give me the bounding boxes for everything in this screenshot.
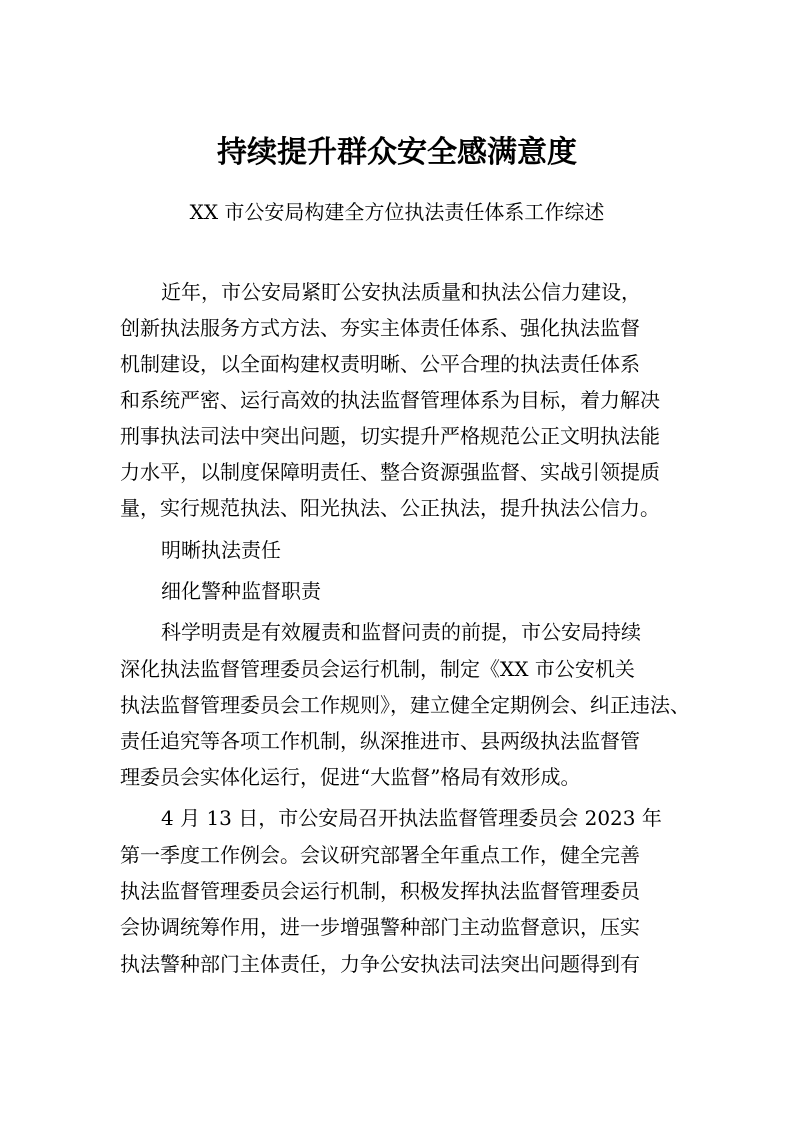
paragraph-line: 执法警种部门主体责任，力争公安执法司法突出问题得到有: [120, 952, 640, 976]
paragraph-line: 力水平，以制度保障明责任、整合资源强监督、实战引领提质: [120, 460, 660, 484]
document-title: 持续提升群众安全感满意度: [217, 135, 577, 170]
paragraph-line: 4 月 13 日，市公安局召开执法监督管理委员会 2023 年: [161, 806, 662, 830]
paragraph-line: 理委员会实体化运行，促进“大监督”格局有效形成。: [120, 765, 581, 789]
paragraph-line: 执法监督管理委员会工作规则》，建立健全定期例会、纠正违法、: [120, 693, 690, 717]
section-heading: 明晰执法责任: [161, 538, 281, 562]
paragraph-line: 第一季度工作例会。会议研究部署全年重点工作，健全完善: [120, 843, 640, 867]
paragraph-line: 深化执法监督管理委员会运行机制，制定《XX 市公安机关: [120, 657, 635, 681]
paragraph-line: 会协调统筹作用，进一步增强警种部门主动监督意识，压实: [120, 915, 640, 939]
paragraph-line: 创新执法服务方式方法、夯实主体责任体系、强化执法监督: [120, 316, 640, 340]
section-subheading: 细化警种监督职责: [161, 579, 321, 603]
paragraph-line: 近年，市公安局紧盯公安执法质量和执法公信力建设，: [161, 280, 641, 304]
paragraph-line: 执法监督管理委员会运行机制，积极发挥执法监督管理委员: [120, 879, 640, 903]
paragraph-line: 量，实行规范执法、阳光执法、公正执法，提升执法公信力。: [120, 496, 660, 520]
document-subtitle: XX 市公安局构建全方位执法责任体系工作综述: [189, 200, 605, 224]
paragraph-line: 机制建设，以全面构建权责明晰、公平合理的执法责任体系: [120, 352, 640, 376]
paragraph-line: 和系统严密、运行高效的执法监督管理体系为目标，着力解决: [120, 388, 660, 412]
paragraph-line: 科学明责是有效履责和监督问责的前提，市公安局持续: [161, 620, 641, 644]
paragraph-line: 责任追究等各项工作机制，纵深推进市、县两级执法监督管: [120, 729, 640, 753]
paragraph-line: 刑事执法司法中突出问题，切实提升严格规范公正文明执法能: [120, 424, 660, 448]
